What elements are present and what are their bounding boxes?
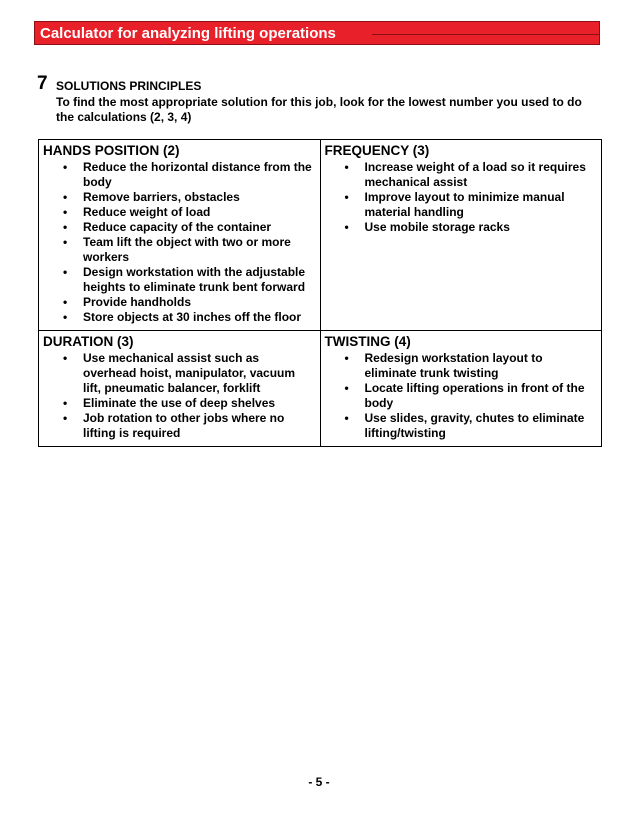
bullet-icon: • — [63, 235, 68, 249]
duration-cell — [39, 331, 321, 447]
list-item-text: Increase weight of a load so it requires mechanical assist — [364, 160, 586, 189]
bullet-icon: • — [63, 411, 68, 425]
list-item — [325, 351, 598, 381]
list-item-text: Team lift the object with two or more workers — [83, 235, 291, 264]
list-item-text: Remove barriers, obstacles — [83, 190, 240, 204]
list-item-text: Eliminate the use of deep shelves — [83, 396, 276, 410]
list-item-text: Use slides, gravity, chutes to eliminate lifting/twisting — [364, 411, 585, 440]
bullet-icon: • — [63, 351, 68, 365]
list-item-text: Store objects at 30 inches off the floor — [83, 310, 302, 324]
list-item-text: Reduce the horizontal distance from the body — [83, 160, 312, 189]
section-heading: SOLUTIONS PRINCIPLES — [56, 79, 202, 93]
bullet-icon: • — [63, 295, 68, 309]
hands-position-cell — [39, 140, 321, 331]
document-header-banner — [34, 21, 600, 45]
list-item — [43, 351, 316, 396]
bullet-icon: • — [63, 265, 68, 279]
list-item — [43, 310, 316, 325]
bullet-icon: • — [63, 160, 68, 174]
list-item-text: Reduce capacity of the container — [83, 220, 272, 234]
list-item — [325, 220, 598, 235]
list-item — [43, 205, 316, 220]
list-item-text: Locate lifting operations in front of the body — [364, 381, 585, 410]
list-item-text: Use mobile storage racks — [364, 220, 510, 234]
section-number: 7 — [37, 73, 48, 94]
document-title: Calculator for analyzing lifting operations — [40, 25, 336, 42]
list-item-text: Redesign workstation layout to eliminate trunk twisting — [364, 351, 543, 380]
list-item — [325, 381, 598, 411]
bullet-icon: • — [344, 160, 349, 174]
bullet-icon: • — [63, 396, 68, 410]
list-item — [43, 295, 316, 310]
bullet-icon: • — [344, 351, 349, 365]
list-item-text: Provide handholds — [83, 295, 192, 309]
list-item-text: Job rotation to other jobs where no lifting is required — [83, 411, 285, 440]
list-item — [43, 190, 316, 205]
list-item-text: Improve layout to minimize manual material handling — [364, 190, 565, 219]
bullet-icon: • — [63, 205, 68, 219]
table-row — [39, 140, 602, 331]
solutions-table — [38, 139, 602, 447]
list-item — [325, 411, 598, 441]
twisting-title: TWISTING (4) — [324, 334, 411, 349]
list-item — [43, 265, 316, 295]
duration-list — [43, 351, 316, 441]
bullet-icon: • — [63, 310, 68, 324]
frequency-list — [325, 160, 598, 235]
section-intro: To find the most appropriate solution for this job, look for the lowest number you used to do the calculations (2, 3, 4) — [56, 95, 582, 124]
bullet-icon: • — [344, 381, 349, 395]
bullet-icon: • — [344, 411, 349, 425]
duration-title: DURATION (3) — [43, 334, 134, 349]
list-item — [43, 411, 316, 441]
bullet-icon: • — [63, 220, 68, 234]
list-item — [325, 190, 598, 220]
list-item-text: Design workstation with the adjustable heights to eliminate trunk bent forward — [83, 265, 306, 294]
twisting-list — [325, 351, 598, 441]
banner-rule — [372, 34, 599, 35]
hands-position-title: HANDS POSITION (2) — [43, 143, 180, 158]
bullet-icon: • — [344, 220, 349, 234]
bullet-icon: • — [344, 190, 349, 204]
table-row — [39, 331, 602, 447]
list-item — [43, 160, 316, 190]
hands-position-list — [43, 160, 316, 325]
list-item — [43, 220, 316, 235]
list-item — [43, 235, 316, 265]
frequency-cell — [320, 140, 602, 331]
page-number: - 5 - — [308, 775, 330, 789]
bullet-icon: • — [63, 190, 68, 204]
list-item-text: Reduce weight of load — [83, 205, 211, 219]
twisting-cell — [320, 331, 602, 447]
list-item — [325, 160, 598, 190]
list-item-text: Use mechanical assist such as overhead hoist, manipulator, vacuum lift, pneumatic balancer, forklift — [83, 351, 296, 395]
frequency-title: FREQUENCY (3) — [324, 143, 430, 158]
list-item — [43, 396, 316, 411]
